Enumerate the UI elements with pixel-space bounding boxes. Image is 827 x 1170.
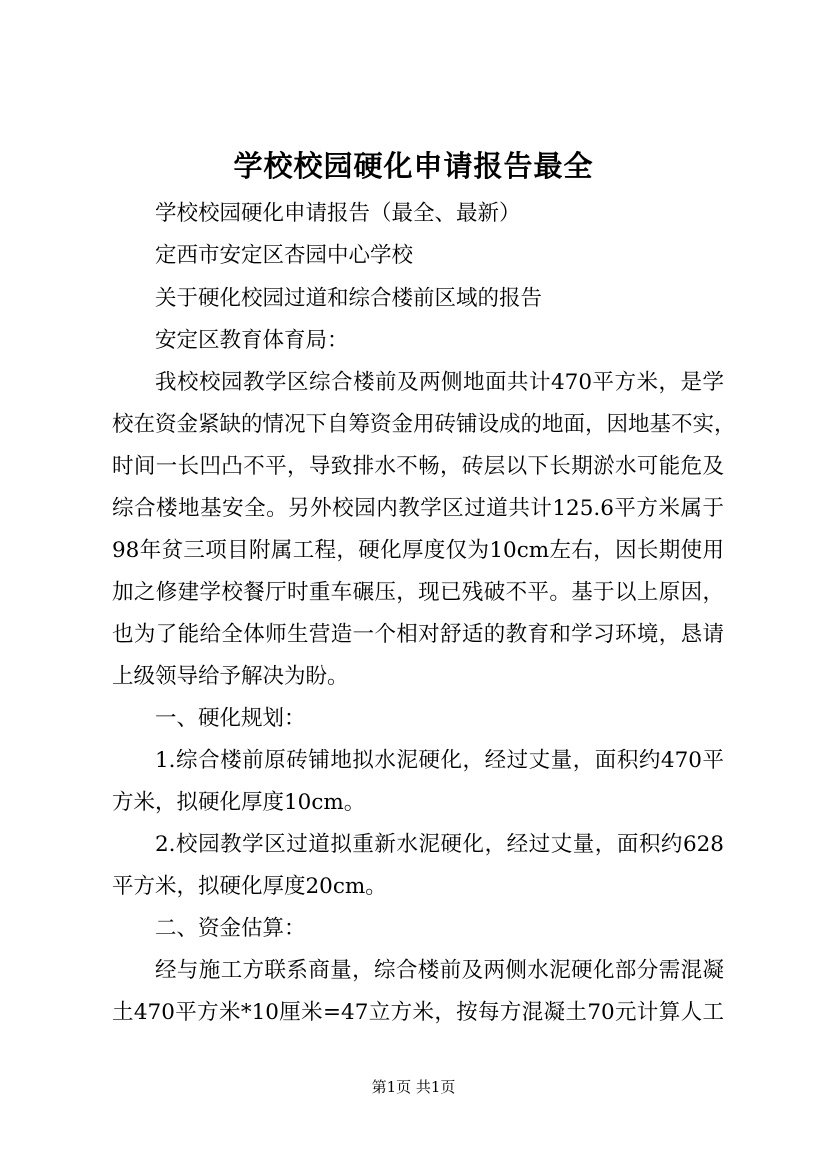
body-line: 2.校园教学区过道拟重新水泥硬化，经过丈量，面积约628 (155, 832, 724, 857)
body-line: 定西市安定区杏园中心学校 (155, 243, 414, 268)
body-line: 平方米，拟硬化厚度20cm。 (112, 874, 387, 899)
body-line: 我校校园教学区综合楼前及两侧地面共计470平方米，是学 (155, 370, 724, 395)
document-title: 学校校园硬化申请报告最全 (233, 149, 594, 183)
body-line: 校在资金紧缺的情况下自筹资金用砖铺设成的地面，因地基不实， (112, 412, 736, 437)
page-footer: 第1页 共1页 (371, 1078, 456, 1096)
body-line: 方米，拟硬化厚度10cm。 (112, 790, 366, 815)
body-line: 上级领导给予解决为盼。 (112, 664, 349, 689)
body-line: 综合楼地基安全。另外校园内教学区过道共计125.6平方米属于 (112, 496, 724, 521)
section-heading: 二、资金估算： (155, 916, 306, 941)
body-line: 学校校园硬化申请报告（最全、最新） (155, 201, 521, 226)
section-heading: 一、硬化规划： (155, 706, 306, 731)
body-line: 1.综合楼前原砖铺地拟水泥硬化，经过丈量，面积约470平 (155, 748, 724, 773)
body-line: 土470平方米*10厘米=47立方米，按每方混凝土70元计算人工 (112, 1000, 724, 1025)
body-line: 经与施工方联系商量，综合楼前及两侧水泥硬化部分需混凝 (155, 958, 724, 983)
body-line: 关于硬化校园过道和综合楼前区域的报告 (155, 286, 543, 311)
body-line: 98年贫三项目附属工程，硬化厚度仅为10cm左右，因长期使用 (112, 538, 724, 563)
body-line: 时间一长凹凸不平，导致排水不畅，砖层以下长期淤水可能危及 (112, 454, 724, 479)
body-line: 也为了能给全体师生营造一个相对舒适的教育和学习环境，恳请 (112, 622, 724, 647)
salutation: 安定区教育体育局： (155, 328, 349, 353)
body-line: 加之修建学校餐厅时重车碾压，现已残破不平。基于以上原因， (112, 580, 724, 605)
